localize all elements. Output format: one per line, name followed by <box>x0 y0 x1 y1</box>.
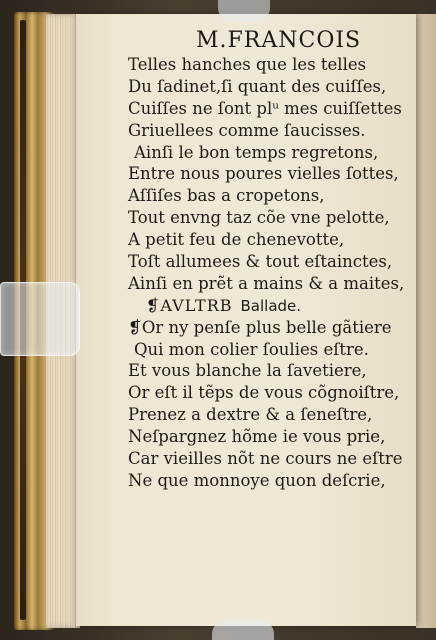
poem-line: Toſt allumees & tout eſtainctes, <box>128 252 393 272</box>
ballade-line: Prenez a dextre & a ſeneſtre, <box>128 405 373 425</box>
ballade-line: Car vieilles nõt ne cours ne eſtre <box>128 449 403 469</box>
ballade-title: ❡AVLTRB <box>146 295 233 315</box>
facing-page-edge <box>416 14 436 628</box>
ballade-line: Neſpargnez hõme ie vous prie, <box>128 427 386 447</box>
ballade-heading <box>128 295 404 317</box>
poem-line: A petit feu de chenevotte, <box>128 230 345 250</box>
page-clip-top <box>218 0 270 22</box>
ballade-subtitle: Ballade. <box>240 296 302 315</box>
ballade-line: Ne que monnoye quon deſcrie, <box>128 470 386 490</box>
running-head: M.FRANCOIS <box>196 28 362 53</box>
poem-line: Entre nous poures vielles ſottes, <box>128 164 399 184</box>
poem-line: Ainſi en prẽt a mains & a maites, <box>128 273 405 293</box>
poem-text <box>128 54 404 492</box>
poem-line: Telles hanches que les telles <box>128 55 367 74</box>
poem-line: Ainſi le bon temps regretons, <box>134 142 379 162</box>
poem-line: Du ſadinet,ſi quant des cuiſſes, <box>128 76 387 96</box>
poem-line: Aſſiſes bas a cropetons, <box>128 186 325 206</box>
poem-line: Cuiſſes ne ſont plᵘ mes cuiſſettes <box>128 98 402 118</box>
page-clip-left <box>0 282 80 356</box>
poem-line: Griuellees comme ſaucisses. <box>128 120 366 140</box>
ballade-line: Or eſt il tẽps de vous cõgnoiſtre, <box>128 383 400 403</box>
page-clip-bottom <box>212 620 274 640</box>
ballade-line: Qui mon colier ſoulies eſtre. <box>134 339 369 359</box>
ballade-line: Et vous blanche la ſavetiere, <box>128 361 367 381</box>
poem-line: Tout envng taz cõe vne pelotte, <box>128 208 390 228</box>
ballade-line: ❡Or ny penſe plus belle gãtiere <box>128 317 392 337</box>
